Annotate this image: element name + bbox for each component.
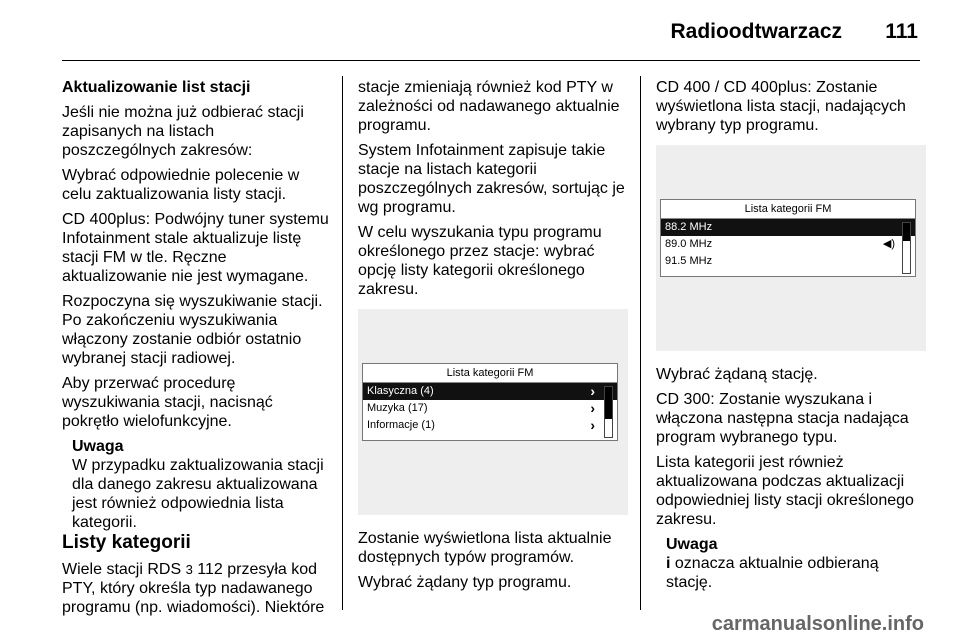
column-divider xyxy=(342,76,343,610)
note-title: Uwaga xyxy=(72,438,124,455)
list-item-label: Muzyka (17) xyxy=(367,402,428,414)
scrollbar-thumb[interactable] xyxy=(605,387,612,419)
display-title: Lista kategorii FM xyxy=(661,200,915,219)
list-item[interactable] xyxy=(363,383,617,400)
paragraph: Wybrać odpowiednie polecenie w celu zaktualizowania listy stacji. xyxy=(62,167,300,203)
column-divider xyxy=(640,76,641,610)
chevron-right-icon: › xyxy=(590,383,595,399)
note-box xyxy=(62,437,332,532)
paragraph-text: 112 przesyła kod PTY, który określa typ nadawanego programu (np. wiadomości). Niektóre xyxy=(62,561,325,616)
note-text-line xyxy=(666,554,926,592)
paragraph-rds xyxy=(62,560,332,617)
speaker-icon: ◀) xyxy=(882,238,895,250)
list-item[interactable] xyxy=(661,253,915,270)
paragraph: Lista kategorii jest również aktualizowana podczas aktualizacji odpowiedniej listy stacji określonego zakresu. xyxy=(656,454,914,528)
note-text: W przypadku zaktualizowania stacji dla danego zakresu aktualizowana jest również odpowiednia lista kategorii. xyxy=(72,457,324,531)
list-item-label: Informacje (1) xyxy=(367,419,435,431)
paragraph: stacje zmieniają również kod PTY w zależności od nadawanego aktualnie programu. xyxy=(358,79,620,134)
scrollbar[interactable] xyxy=(604,386,613,438)
paragraph-text: Wiele stacji RDS xyxy=(62,561,186,578)
paragraph: CD 400 / CD 400plus: Zostanie wyświetlona lista stacji, nadających wybrany typ programu. xyxy=(656,79,906,134)
paragraph: Wybrać żądaną stację. xyxy=(656,366,818,383)
page-reference-arrow-icon[interactable]: 3 xyxy=(185,562,193,577)
display-panel xyxy=(362,363,618,441)
list-item[interactable] xyxy=(661,236,915,253)
watermark: carmanualsonline.info xyxy=(711,613,924,635)
paragraph: CD 300: Zostanie wyszukana i włączona następna stacja nadająca program wybranego typu. xyxy=(656,391,909,446)
header-rule xyxy=(62,60,920,61)
paragraph: Jeśli nie można już odbierać stacji zapisanych na listach poszczególnych zakresów: xyxy=(62,104,304,159)
paragraph: Rozpoczyna się wyszukiwanie stacji. Po zakończeniu wyszukiwania włączony zostanie odbiór ostatnio wybranej stacji radiowej. xyxy=(62,293,323,367)
list-item-label: 89.0 MHz xyxy=(665,238,713,250)
paragraph: Zostanie wyświetlona lista aktualnie dostępnych typów programów. xyxy=(358,530,612,566)
screen-station-list xyxy=(656,145,926,351)
paragraph: System Infotainment zapisuje takie stacje na listach kategorii poszczególnych zakresów, sortując je wg programu. xyxy=(358,142,625,216)
list-item[interactable] xyxy=(661,219,915,236)
scrollbar[interactable] xyxy=(902,222,911,274)
screen-category-list xyxy=(358,309,628,515)
paragraph: Wybrać żądany typ programu. xyxy=(358,574,572,591)
note-title: Uwaga xyxy=(666,536,718,553)
paragraph: W celu wyszukania typu programu określonego przez stacje: wybrać opcję listy kategorii określonego zakresu. xyxy=(358,224,602,298)
heading-aktualizowanie: Aktualizowanie list stacji xyxy=(62,79,251,96)
list-item-label: 91.5 MHz xyxy=(665,255,713,267)
chevron-right-icon: › xyxy=(590,417,595,433)
heading-listy-kategorii: Listy kategorii xyxy=(62,532,191,553)
speaker-icon: i xyxy=(666,555,671,572)
list-item[interactable] xyxy=(363,417,617,434)
note-box xyxy=(656,535,926,592)
paragraph: CD 400plus: Podwójny tuner systemu Infotainment stale aktualizuje listę stacji FM w tle. Ręczne aktualizowanie nie jest wymagane. xyxy=(62,211,329,285)
list-item[interactable] xyxy=(363,400,617,417)
page-header xyxy=(0,0,960,62)
page-number: 111 xyxy=(885,20,918,43)
list-item-label: 88.2 MHz xyxy=(665,221,713,233)
display-panel xyxy=(660,199,916,277)
note-text: oznacza aktualnie odbieraną stację. xyxy=(666,555,879,591)
page-title: Radioodtwarzacz xyxy=(670,20,842,43)
column-right xyxy=(656,78,926,592)
paragraph: Aby przerwać procedurę wyszukiwania stacji, nacisnąć pokrętło wielofunkcyjne. xyxy=(62,375,273,430)
chevron-right-icon: › xyxy=(590,400,595,416)
column-left xyxy=(62,78,332,623)
column-middle xyxy=(358,78,628,598)
display-title: Lista kategorii FM xyxy=(363,364,617,383)
list-item-label: Klasyczna (4) xyxy=(367,385,434,397)
scrollbar-thumb[interactable] xyxy=(903,223,910,241)
